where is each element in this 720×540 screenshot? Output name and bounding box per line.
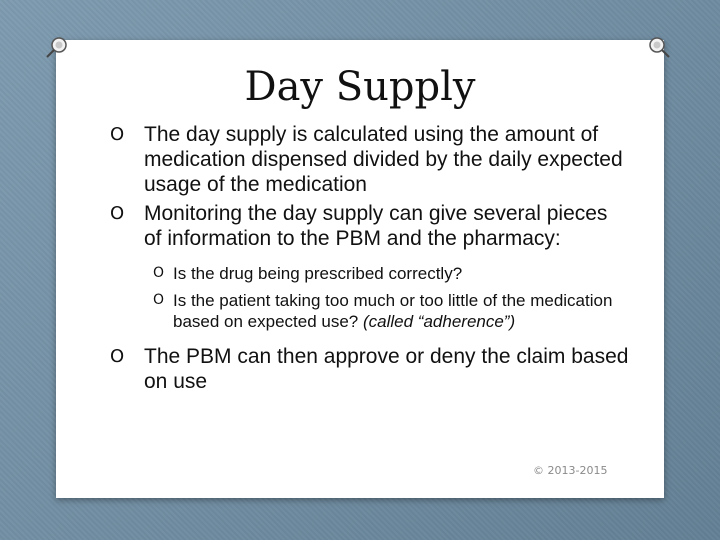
pushpin-icon bbox=[646, 34, 672, 60]
bullet-marker: O bbox=[110, 124, 125, 145]
bullet-text: Monitoring the day supply can give several pieces of information to the PBM and the pharmacy: bbox=[144, 202, 608, 250]
copyright-footer: © 2013-2015 bbox=[533, 464, 608, 477]
sub-bullet-italic: (called “adherence”) bbox=[363, 312, 516, 331]
bullet-marker: O bbox=[110, 346, 125, 367]
bullet-item bbox=[110, 201, 630, 251]
sub-bullet-item bbox=[110, 290, 630, 332]
bullet-marker: O bbox=[110, 203, 125, 224]
sub-bullet-marker: O bbox=[153, 265, 165, 281]
sub-bullet-text: Is the patient taking too much or too little of the medication based on expected use? bbox=[173, 291, 613, 331]
bullet-item bbox=[110, 122, 630, 197]
bullet-text: The PBM can then approve or deny the claim based on use bbox=[144, 345, 629, 393]
sub-bullet-marker: O bbox=[153, 292, 165, 308]
bullet-text: The day supply is calculated using the amount of medication dispensed divided by the daily expected usage of the medication bbox=[144, 123, 623, 196]
sub-bullet-text: Is the drug being prescribed correctly? bbox=[173, 264, 463, 283]
slide-title: Day Supply bbox=[244, 64, 476, 110]
sub-bullet-item bbox=[110, 263, 630, 284]
pushpin-icon bbox=[44, 34, 70, 60]
bullet-item bbox=[110, 344, 630, 394]
slide-content bbox=[110, 122, 630, 394]
